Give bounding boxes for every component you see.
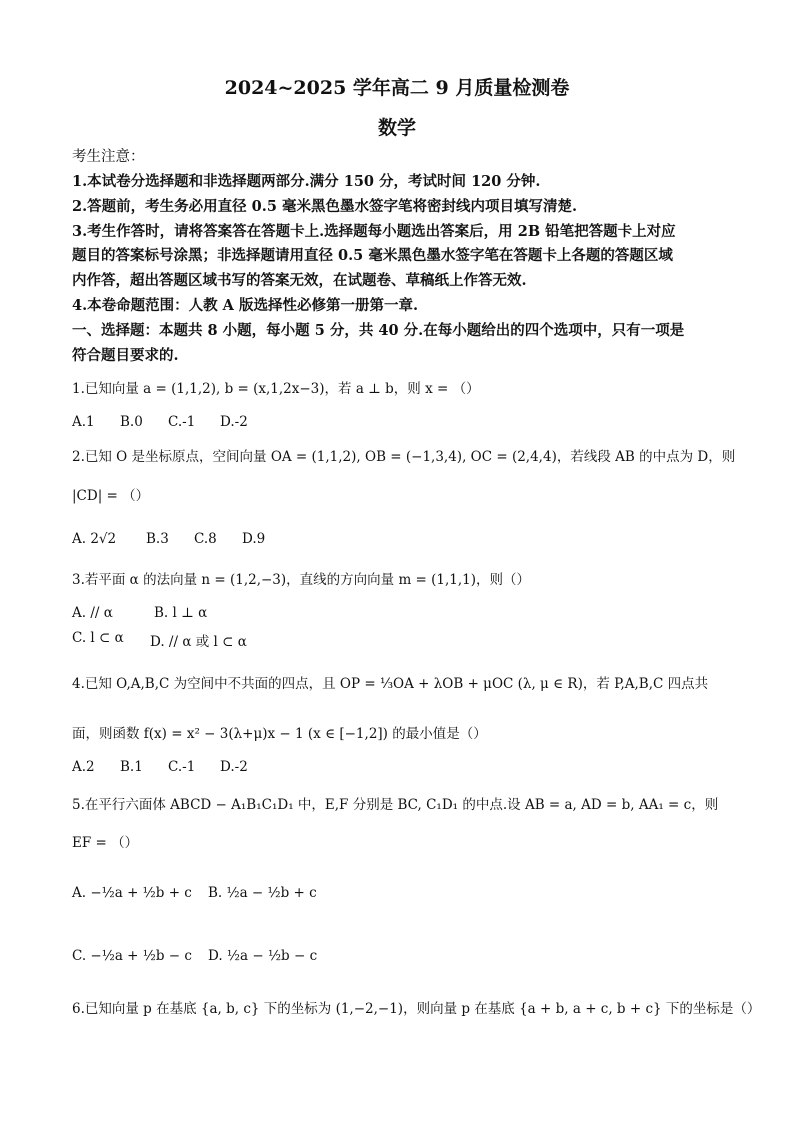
- option-d: D.-2: [220, 759, 248, 775]
- exam-title: 2024~2025 学年高二 9 月质量检测卷: [224, 77, 570, 99]
- option-b: B.1: [120, 759, 143, 775]
- subject-title: 数学: [377, 117, 416, 139]
- option-b: B. l ⊥ α: [154, 605, 208, 621]
- question-6: 6.已知向量 p 在基底 {a, b, c} 下的坐标为 (1,−2,−1)，则向量 p 在基底 {a + b, a + c, b + c} 下的坐标是（）: [72, 1001, 761, 1017]
- option-a: A. // α: [72, 605, 113, 621]
- notice-item: 3.考生作答时，请将答案答在答题卡上.选择题每小题选出答案后，用 2B 铅笔把答题卡上对应: [72, 223, 676, 240]
- option-c: C. −½a + ½b − c: [72, 948, 192, 964]
- question-2-cont: |CD| = （）: [72, 488, 150, 504]
- question-1: 1.已知向量 a = (1,1,2), b = (x,1,2x−3)，若 a ⊥ b，则 x = （）: [72, 381, 480, 397]
- question-2: 2.已知 O 是坐标原点，空间向量 OA = (1,1,2), OB = (−1,3,4), OC = (2,4,4)，若线段 AB 的中点为 D，则: [72, 449, 736, 465]
- option-d: D. // α 或 l ⊂ α: [150, 634, 247, 650]
- option-c: C.-1: [168, 414, 196, 430]
- question-4-cont: 面，则函数 f(x) = x² − 3(λ+μ)x − 1 (x ∈ [−1,2]) 的最小值是（）: [72, 726, 487, 742]
- option-d: D.-2: [220, 414, 248, 430]
- option-a: A.2: [72, 759, 95, 775]
- question-5: 5.在平行六面体 ABCD − A₁B₁C₁D₁ 中，E,F 分别是 BC, C₁D₁ 的中点.设 AB = a, AD = b, AA₁ = c，则: [72, 797, 719, 813]
- option-d: D.9: [242, 531, 266, 547]
- option-c: C.-1: [168, 759, 196, 775]
- option-a: A. −½a + ½b + c: [72, 885, 192, 901]
- section-heading: 一、选择题：本题共 8 小题，每小题 5 分，共 40 分.在每小题给出的四个选项中，只有一项是: [72, 322, 685, 339]
- option-c: C. l ⊂ α: [72, 630, 124, 646]
- notice-heading: 考生注意：: [72, 149, 145, 165]
- question-5-cont: EF = （）: [72, 835, 139, 851]
- option-a: A.1: [72, 414, 95, 430]
- option-a: A. 2√2: [72, 531, 117, 547]
- option-d: D. ½a − ½b − c: [208, 948, 318, 964]
- option-b: B. ½a − ½b + c: [208, 885, 317, 901]
- notice-item: 1.本试卷分选择题和非选择题两部分.满分 150 分，考试时间 120 分钟.: [72, 173, 541, 190]
- option-b: B.0: [120, 414, 143, 430]
- option-c: C.8: [194, 531, 217, 547]
- question-3: 3.若平面 α 的法向量 n = (1,2,−3)，直线的方向向量 m = (1,1,1)，则（）: [72, 572, 531, 588]
- notice-item: 4.本卷命题范围：人教 A 版选择性必修第一册第一章.: [72, 297, 419, 314]
- notice-item: 内作答，超出答题区域书写的答案无效，在试题卷、草稿纸上作答无效.: [72, 272, 527, 289]
- section-heading-cont: 符合题目要求的.: [72, 347, 179, 364]
- question-4: 4.已知 O,A,B,C 为空间中不共面的四点，且 OP = ⅓OA + λOB + μOC (λ, μ ∈ R)，若 P,A,B,C 四点共: [72, 676, 709, 692]
- notice-item: 题目的答案标号涂黑；非选择题请用直径 0.5 毫米黑色墨水签字笔在答题卡上各题的答题区域: [72, 247, 673, 264]
- option-b: B.3: [146, 531, 169, 547]
- notice-item: 2.答题前，考生务必用直径 0.5 毫米黑色墨水签字笔将密封线内项目填写清楚.: [72, 198, 578, 215]
